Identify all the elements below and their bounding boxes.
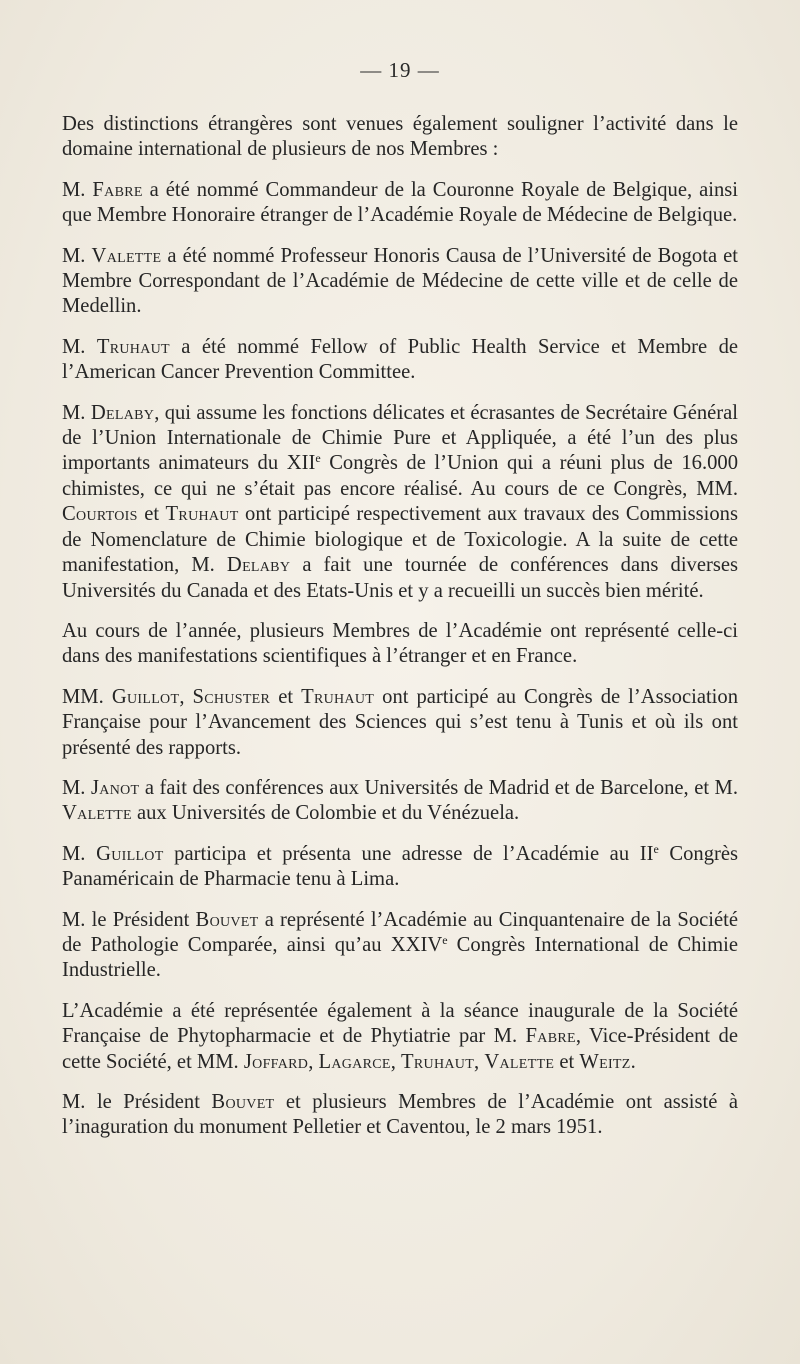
text-run: et [554,1050,580,1073]
text-run: L’Académie a été représentée également à la séance inaugurale de la Société Française de Phytopharmacie et de Phytiatrie par M. [62,999,738,1048]
text-run: M. le Président [62,1091,212,1113]
text-run: M. le Président [62,908,196,931]
text-run: M. [62,244,92,267]
text-run: a été nommé Professeur Honoris Causa de l’Université de Bogota et Membre Correspondant de l’Académie de Médecine de cette ville et de celle de Medellin. [62,244,738,318]
person-name: Valette [91,244,162,267]
text-run: et [270,685,302,708]
text-run: a été nommé Fellow of Public Health Service et Membre de l’American Cancer Prevention Committee. [62,335,739,384]
person-name: Guillot [111,685,180,708]
paragraph-6 [62,619,738,670]
paragraph-5 [62,401,738,604]
person-name: Truhaut [96,335,170,358]
person-name: Fabre [525,1025,576,1048]
text-run: , qui assume les fonctions délicates et écrasantes de Secrétaire Général de l’Union Internationale de Chimie Pure et Appliquée, a été l’un des plus importants animateurs du XII [62,401,738,475]
text-run: participa et présenta une adresse de l’Académie au II [163,842,654,865]
paragraph-7 [62,685,738,761]
text-run: M. [62,776,91,799]
person-name: Valette [62,802,132,825]
person-name: Joffard [243,1050,309,1073]
text-run: a représenté l’Académie au Cinquantenaire de la Société de Pathologie Comparée, ainsi qu’au XXIV [62,908,738,956]
text-run: , [390,1050,402,1073]
person-name: Schuster [192,685,271,708]
ordinal-superscript: e [442,932,448,947]
person-name: Weitz [579,1050,631,1073]
text-run: Au cours de l’année, plusieurs Membres de l’Académie ont représenté celle-ci dans des manifestations scientifiques à l’étranger et en France. [62,619,738,668]
person-name: Truhaut [165,503,239,526]
text-run: Congrès de l’Union qui a réuni plus de 16.000 chimistes, ce qui ne s’était pas encore réalisé. Au cours de ce Congrès, MM. [62,452,738,500]
person-name: Janot [90,776,140,799]
paragraph-11 [62,999,738,1075]
text-run: Congrès Panaméricain de Pharmacie tenu à Lima. [62,842,739,891]
person-name: Fabre [92,178,143,201]
text-run: M. [62,401,91,424]
paragraph-2 [62,178,738,229]
text-run: ont participé au Congrès de l’Association Française pour l’Avancement des Sciences qui s’est tenu à Tunis et où ils ont présenté des rapports. [62,685,738,759]
text-run: et [137,503,166,526]
text-run: ont participé respectivement aux travaux des Commissions de Nomenclature de Chimie biologique et de Toxicologie. A la suite de cette manifestation, M. [62,503,738,577]
text-run: MM. [62,685,112,708]
text-run: M. [62,178,93,201]
person-name: Bouvet [195,908,259,931]
text-run: M. [62,335,97,358]
text-run: M. [62,842,97,865]
text-run: a fait une tournée de conférences dans diverses Universités du Canada et des Etats-Unis et y a recueilli un succès bien mérité. [62,554,739,602]
text-run: , [179,685,193,708]
text-run: a été nommé Commandeur de la Couronne Royale de Belgique, ainsi que Membre Honoraire étranger de l’Académie Royale de Médecine de Belgique. [62,178,738,227]
person-name: Guillot [96,842,164,865]
paragraph-3 [62,244,738,320]
text-run: Des distinctions étrangères sont venues également souligner l’activité dans le domaine international de plusieurs de nos Membres : [62,113,738,161]
text-run: Congrès International de Chimie Industrielle. [62,933,738,982]
paragraph-4 [62,335,738,386]
paragraph-8 [62,776,738,827]
person-name: Lagarce [318,1050,391,1073]
ordinal-superscript: e [315,451,321,466]
ordinal-superscript: e [653,841,659,856]
person-name: Truhaut [301,685,375,708]
text-run: aux Universités de Colombie et du Vénézuela. [131,802,520,825]
paragraph-1 [62,112,738,163]
text-run: , Vice-Président de cette Société, et MM. [62,1025,738,1073]
body-text [62,112,738,1156]
text-run: a fait des conférences aux Universités de Madrid et de Barcelone, et M. [139,776,739,799]
person-name: Valette [484,1050,555,1073]
paragraph-12 [62,1090,738,1141]
person-name: Delaby [90,401,155,424]
person-name: Delaby [226,554,291,577]
text-run: , [308,1050,319,1073]
person-name: Courtois [62,503,138,526]
paragraph-10 [62,908,738,984]
page-number: — 19 — [360,58,440,82]
paragraph-9 [62,842,738,893]
text-run: et plusieurs Membres de l’Académie ont assisté à l’inaguration du monument Pelletier et Caventou, le 2 mars 1951. [62,1091,738,1139]
text-run: , [474,1050,485,1073]
text-run: . [630,1050,636,1073]
person-name: Bouvet [211,1091,275,1113]
person-name: Truhaut [401,1050,475,1073]
